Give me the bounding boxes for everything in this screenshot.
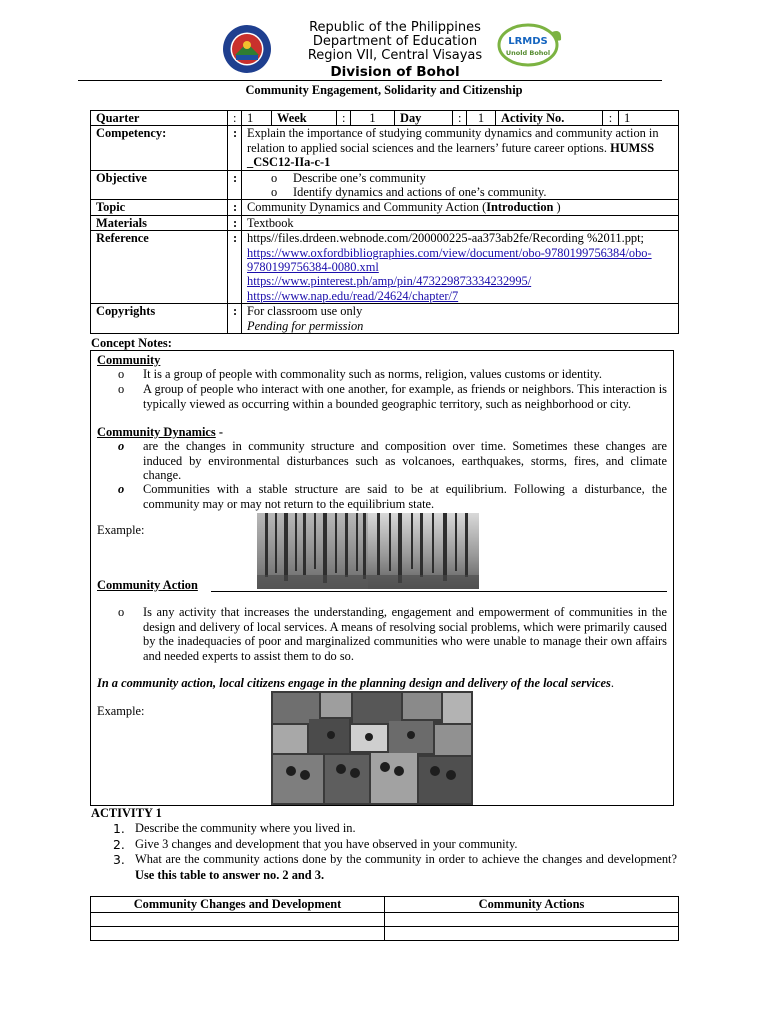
- reference-value: [242, 231, 679, 304]
- community-action-heading: Community Action: [97, 578, 198, 592]
- header-region: Region VII, Central Visayas: [307, 48, 483, 63]
- action-bullet: [118, 605, 667, 663]
- row-topic: [91, 200, 679, 215]
- answer-cell[interactable]: [91, 913, 385, 927]
- circle-bullet-icon: o: [118, 367, 125, 381]
- community-action-note: [97, 677, 667, 691]
- lrmds-logo-icon: [497, 22, 565, 68]
- answer-cell[interactable]: [385, 927, 679, 941]
- row-quarter: [91, 111, 679, 126]
- item-number: 2.: [113, 836, 125, 852]
- objective-value: [242, 170, 679, 200]
- copyrights-pending: Pending for permission: [247, 318, 364, 333]
- concept-notes-title: Concept Notes:: [91, 336, 172, 350]
- topic-label: Topic: [91, 200, 228, 215]
- deped-seal-icon: [222, 24, 272, 74]
- col-header-actions: Community Actions: [385, 897, 679, 913]
- activity-label: Activity No.: [496, 111, 603, 126]
- colon: :: [228, 126, 242, 170]
- objective-item: o Identify dynamics and actions of one’s community.: [271, 185, 673, 199]
- circle-bullet-icon: o: [118, 482, 125, 496]
- community-bullet: [118, 367, 667, 382]
- bullet-text: Is any activity that increases the understanding, engagement and empowerment of communities in the design and delivery of local services. A means of resolving social problems, which were primarily caused by the inadequacies of poor and marginalized communities who were unable to manage their own affairs and needed experts to assist them to do so.: [143, 605, 667, 663]
- dynamics-dash: -: [215, 425, 223, 439]
- activity-item: [91, 821, 677, 837]
- bullet-text: A group of people who interact with one another, for example, as friends or neighbors. This interaction is typically viewed as occurring within a bounded geographic territory, such as neighborhood or city.: [143, 382, 667, 411]
- answer-cell[interactable]: [91, 927, 385, 941]
- reference-plain: https//files.drdeen.webnode.com/200000225-aa373ab2fe/Recording %2011.ppt;: [247, 231, 644, 246]
- example-label: Example:: [97, 704, 145, 718]
- svg-text:LRMDS: LRMDS: [508, 36, 548, 47]
- competency-code: HUMSS _CSC12-IIa-c-1: [247, 140, 655, 170]
- week-label: Week: [272, 111, 337, 126]
- note-text: In a community action, local citizens engage in the planning design and delivery of the local services: [97, 676, 611, 690]
- header-divider: [78, 80, 662, 81]
- activity-item: [91, 852, 677, 883]
- header-republic: Republic of the Philippines: [309, 20, 481, 35]
- community-bullet: [118, 382, 667, 411]
- reference-link[interactable]: https://www.oxfordbibliographies.com/view/document/obo-9780199756384/obo-9780199756384-0080.xml: [247, 245, 652, 275]
- materials-value: Textbook: [242, 215, 679, 230]
- item-text: Give 3 changes and development that you have observed in your community.: [135, 836, 518, 851]
- activity-title: ACTIVITY 1: [91, 806, 162, 820]
- competency-label: Competency:: [91, 126, 228, 170]
- dynamics-heading: Community Dynamics: [97, 425, 216, 439]
- topic-text: Community Dynamics and Community Action (: [247, 200, 487, 215]
- copyrights-value: [242, 304, 679, 334]
- row-copyrights: [91, 304, 679, 334]
- quarter-value: 1: [242, 111, 272, 126]
- objective-item: o Describe one’s community: [271, 171, 673, 185]
- activity-value: 1: [619, 111, 679, 126]
- action-underline: [211, 591, 667, 592]
- topic-bold: Introduction: [486, 200, 554, 215]
- reference-link[interactable]: https://www.pinterest.ph/amp/pin/473229873334232995/: [247, 274, 532, 289]
- objective-label: Objective: [91, 170, 228, 200]
- dynamics-bullet: [118, 482, 667, 511]
- item-text: What are the community actions done by the community in order to achieve the changes and development?: [135, 852, 677, 866]
- row-competency: [91, 126, 679, 170]
- reference-link[interactable]: https://www.nap.edu/read/24624/chapter/7: [247, 288, 459, 303]
- topic-value: [242, 200, 679, 215]
- colon: :: [228, 304, 242, 334]
- quarter-label: Quarter: [91, 111, 228, 126]
- forest-photo: [257, 513, 479, 589]
- topic-end: ): [553, 200, 561, 215]
- colon: :: [228, 111, 242, 126]
- colon: :: [228, 200, 242, 215]
- activity-item: [91, 837, 677, 853]
- copyrights-line: For classroom use only: [247, 304, 363, 319]
- item-number: 3.: [113, 852, 125, 867]
- item-instruction: Use this table to answer no. 2 and 3.: [135, 867, 325, 882]
- subject-title: Community Engagement, Solidarity and Citizenship: [245, 83, 523, 97]
- row-reference: [91, 231, 679, 304]
- bullet-text: are the changes in community structure and composition over time. Sometimes these changes are induced by environmental disturbances such as volcanoes, earthquakes, storms, fires, and climate change.: [143, 439, 667, 483]
- row-objective: [91, 170, 679, 200]
- materials-label: Materials: [91, 215, 228, 230]
- colon: :: [453, 111, 467, 126]
- circle-bullet-icon: o: [118, 382, 125, 396]
- header-department: Department of Education: [312, 34, 478, 49]
- letterhead: [0, 14, 768, 84]
- example-label: Example:: [97, 523, 145, 537]
- dynamics-heading-wrap: [97, 425, 223, 440]
- community-action-collage-photo: [271, 691, 473, 805]
- dynamics-bullet: [118, 439, 667, 483]
- community-heading: Community: [97, 353, 161, 367]
- answer-table: [90, 896, 679, 941]
- activity-list: [91, 821, 677, 883]
- item-text: Describe the community where you lived in.: [135, 821, 356, 835]
- header-division: Division of Bohol: [330, 64, 460, 80]
- circle-bullet-icon: o: [118, 439, 125, 453]
- answer-cell[interactable]: [385, 913, 679, 927]
- reference-label: Reference: [91, 231, 228, 304]
- competency-text: Explain the importance of studying community dynamics and community action in relation to applied social sciences and the learners’ future career options.: [247, 126, 659, 155]
- colon: :: [228, 215, 242, 230]
- day-value: 1: [467, 111, 496, 126]
- colon: :: [228, 231, 242, 304]
- bullet-text: It is a group of people with commonality such as norms, religion, values customs or identity.: [143, 367, 602, 381]
- col-header-changes: Community Changes and Development: [91, 897, 385, 913]
- colon: :: [337, 111, 351, 126]
- day-label: Day: [395, 111, 453, 126]
- colon: :: [603, 111, 619, 126]
- item-number: 1.: [113, 821, 125, 836]
- colon: :: [228, 170, 242, 200]
- copyrights-label: Copyrights: [91, 304, 228, 334]
- note-period: .: [610, 676, 614, 690]
- concept-notes-box: [90, 350, 674, 806]
- bullet-text: Communities with a stable structure are said to be at equilibrium. Following a disturbance, the community may or may not return to the equilibrium state.: [143, 482, 667, 511]
- svg-text:Unold Bohol: Unold Bohol: [505, 49, 551, 57]
- circle-bullet-icon: o: [118, 605, 125, 619]
- row-materials: [91, 215, 679, 230]
- competency-value: [242, 126, 679, 170]
- week-value: 1: [351, 111, 395, 126]
- lesson-info-table: [90, 110, 679, 334]
